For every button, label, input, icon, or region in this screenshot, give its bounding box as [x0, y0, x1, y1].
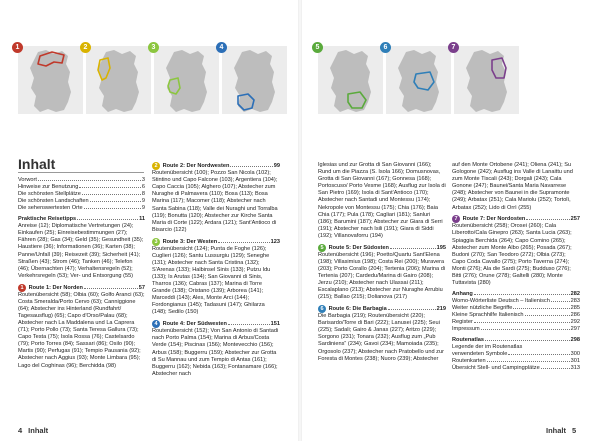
route3-text: Routenübersicht (124); Punta de Foghe (126); Cuglieri (126); Santu Lussurgiu (129); Seneghe (131); Abstecher nach Santa Cristina (132); S'Arenas (133); Halbinsel Sinis (133); Putzu Idu (133); Is Arutas (134); San Giovanni di Sinis, Tharros (136); Cabras (137); Marina di Torre Grande (138); Oristano (139); Arborea (141); Marceddi (143); Ales, Monte Arci (144); Fordongianus (145); Tadasuni (147); Ghilarza (148); Sedilo (150): [152, 245, 271, 316]
page-gutter: [298, 0, 302, 441]
footer-right-label: Inhalt: [546, 426, 566, 435]
route2-section: [152, 162, 280, 234]
route4-section: [152, 320, 280, 378]
route-map-thumbnail: [315, 44, 383, 114]
route4-text-continued: Iglesias und zur Grotta di San Giovanni (166); Rund um die Piazza (S. Isola 166); Domusnovas, Grotta di San Giovanni (167); Gonnesa (168); Portoscuso/ Porto Vesme (168); Ausflug zur Isola di San Pietro (169); Isola di Sant'Antioco (170); Abstecher nach Santadi und Montessu (174); Nekropole von Montessu (175); Chia (176); Baia Chia (177); Pula (178); Cagliari (181); Sanluri (186); Barumini (187); Abstecher zur Giara di Serri (191); Abstecher nach Isili (191); Giara di Siddi (192); Villanovaforru (194): [318, 162, 446, 239]
toc-column-2: [152, 162, 280, 382]
toc-entry[interactable]: verwendeten Symbole 300: [452, 351, 580, 358]
toc-entry[interactable]: Übersicht Stell- und Campingplätze 313: [452, 365, 580, 372]
footer-left-label: Inhalt: [28, 426, 49, 435]
route-map-thumbnail: [83, 44, 151, 114]
island-outline: [30, 50, 71, 112]
toc-column-4: [452, 162, 580, 376]
route4-continued: [318, 162, 446, 240]
toc-column-3: [318, 162, 446, 366]
toc-entry[interactable]: Womo-Wörterliste Deutsch – Italienisch 283: [452, 297, 580, 304]
route-map-thumbnail: [151, 44, 219, 114]
route-1-badge-icon: 1: [18, 284, 26, 292]
route5-text: Routenübersicht (196); Poetto/Quartu Sant'Elena (198); Villasimius (198); Costa Rei (200); Muravera (203); Porto Corallo (204); Tertenia (206); Marina di Tertenia (207); Cardedu/Marina di Gairo (208); Jerzu (210); Abstecher nach Ulassai (211); Escalaplano (213); Abstecher zur Nuraghe Arrubiu (215); Ballao (215); Dolianova (217): [318, 251, 446, 301]
sardinia-map-icon: [318, 46, 383, 114]
route-map-thumbnail: [219, 44, 287, 114]
route3-section: [152, 238, 280, 317]
praktische-heading[interactable]: Praktische Reisetipps 11: [18, 216, 145, 223]
island-outline: [466, 50, 507, 112]
route-7-badge-icon: 7: [452, 215, 460, 223]
routenatlas-section: [452, 337, 580, 372]
route-number-badge: 2: [80, 42, 91, 53]
toc-entry[interactable]: Die schönsten Stellplätze 8: [18, 191, 145, 198]
route6-text-continued: auf den Monte Ortobene (241); Oliena (241); Su Gologone (242); Ausflug ins Valle di Lanaittu und zum Monte Tiscali (243); Dorgali (243); Cala Gonone (247); Baunei/Santa Maria Navarrese (248); Abstecher von Baunei in die Supramonte (249); Arbatax (251); Cala Mariolu (252); Tortolì, Arbatax (252); Lido di Orrì (255): [452, 162, 573, 211]
island-outline: [166, 50, 207, 112]
island-outline: [234, 50, 275, 112]
route6-section: [318, 305, 446, 363]
route-number-badge: 4: [216, 42, 227, 53]
toc-entry[interactable]: Die schönsten Landschaften 9: [18, 198, 145, 205]
route1-heading[interactable]: 1 Route 1: Der Norden 57: [18, 284, 145, 292]
sardinia-map-icon: [454, 46, 519, 114]
route-4-badge-icon: 4: [152, 320, 160, 328]
sardinia-map-icon: [86, 46, 151, 114]
route5-heading[interactable]: 5 Route 5: Der Südosten 195: [318, 244, 446, 252]
route7-section: [452, 215, 580, 287]
route1-text: Routenübersicht (58); Olbia (60); Golfo Aranci (63); Costa Smeralda/Porto Cervo (63); Canniggione (64); Abstecher ins Hinterland (Rundfahrt/ Tagesausflug) (65); Capo d'Orso/Palau (68); Abstecher nach La Maddalena und La Caprera (71); Porto Pollo (73); Santa Teresa Gallura (73); Capo Testa (75); Isola Rossa (76); Castelsardo (79); Porto Torres (84); Sassari (86); Osilo (90); Martis (90); Perfugas (91); Tempio Pausania (92); Abstecher nach Aggius (93); Monte Limbara (95); Lago del Coghinas (96); Berchidda (98): [18, 291, 145, 369]
route-map-thumbnail: [383, 44, 451, 114]
toc-entry[interactable]: Register 292: [452, 319, 580, 326]
title-rule: [18, 172, 144, 173]
front-matter-list: [18, 177, 145, 212]
anhang-section: [452, 291, 580, 334]
toc-entry[interactable]: Impressum 297: [452, 326, 580, 333]
toc-entry[interactable]: Routenkarten 301: [452, 358, 580, 365]
route-number-badge: 1: [12, 42, 23, 53]
sardinia-map-icon: [18, 46, 83, 114]
route-number-badge: 3: [148, 42, 159, 53]
praktische-section: [18, 216, 145, 280]
page-number-left: 4: [18, 426, 23, 435]
route-map-thumbnail: [15, 44, 83, 114]
toc-entry[interactable]: Anhang 282: [452, 290, 580, 297]
route5-section: [318, 244, 446, 302]
route-6-badge-icon: 6: [318, 305, 326, 313]
toc-entry[interactable]: Vorwort 3: [18, 177, 145, 183]
toc-entry[interactable]: Weiter nützliche Begriffe 285: [452, 304, 580, 311]
toc-entry[interactable]: Routenatlas 298: [452, 336, 580, 343]
legende-line-1: Legende der im Routenatlas: [452, 344, 523, 351]
route-number-badge: 7: [448, 42, 459, 53]
route-3-badge-icon: 3: [152, 238, 160, 246]
route-2-badge-icon: 2: [152, 162, 160, 170]
toc-column-1: [18, 177, 145, 373]
route-map-thumbnail: [451, 44, 519, 114]
route1-section: [18, 284, 145, 370]
sardinia-map-icon: [222, 46, 287, 114]
route6-heading[interactable]: 6 Route 6: Die Barbagia 219: [318, 305, 446, 313]
route4-text: Routenübersicht (152); Von San Antonio di Santadi nach Porto Palma (154); Marina di Arbus/Costa Verde (154); Piscinas (156); Montevecchio (156); Arbus (158); Buggerru (159); Abstecher zur Grotta di Su Mannau und zum Tempio di Antas (161); Buggerru (162); Nebida (163); Fontanamare (166); Abstecher nach: [152, 328, 279, 377]
page-number-right: 5: [572, 426, 577, 435]
route7-text: Routenübersicht (258); Orosei (260); Cala Liberotto/Cala Ginepro (263); Santa Lucia (263); Spiaggia Berchida (264); Capo Comino (265); Abstecher zum Monte Albo (265); Posada (267); Budoni (270); San Teodoro (272); Olbia (273); Capo Coda Cavallo (275); Porto Taverna (274); Monti (276); Ala die Sardi (275); Budduso (276); Bitti (276); Orune (278); Galtelli (280); Monte Tuttavista (280): [452, 223, 572, 287]
sardinia-map-icon: [386, 46, 451, 114]
footer-right: [546, 426, 576, 435]
toc-title: Inhalt: [18, 156, 56, 172]
sardinia-map-icon: [154, 46, 219, 114]
route4-heading[interactable]: 4 Route 4: Der Südwesten 151: [152, 320, 280, 328]
route-5-badge-icon: 5: [318, 244, 326, 252]
praktische-text: Anreise (12); Diplomatische Vertretungen (24); Einkaufen (25); Einreisebestimmungen (27); Fähren (28); Gas (34); Geld (35); Gesundheit (35); Haustiere (36); Informationen (36); Karten (38); Panne/Unfall (39); Reisezeit (39); Sicherheit (41); Straßen (43); Strom (46); Tanken (46); Telefon (46); Übernachten (47); Verhaltensregeln (52); Verkehrsregeln (53); Ver- und Entsorgung (55): [18, 223, 144, 279]
route6-continued: [452, 162, 580, 212]
route3-heading[interactable]: 3 Route 3: Der Westen 123: [152, 238, 280, 246]
footer-left: [18, 426, 48, 435]
route-number-badge: 6: [380, 42, 391, 53]
route7-heading[interactable]: 7 Route 7: Der Nordosten 257: [452, 215, 580, 223]
toc-entry[interactable]: Die sehenswertesten Orte 9: [18, 205, 145, 212]
toc-entry[interactable]: Kleine Sprachhilfe Italienisch 286: [452, 312, 580, 319]
route6-text: Die Barbagia (219); Routenübersicht (220); Barisardo/Torre di Bari (222); Lanusei (225); Seui (225); Sadali; Gairo & Janas (227); Aritzo (229); Sorgono (231); Tonara (232); Ausflug zum „Pub Sardiniens“ (234); Gavoi (234); Mamoiada (235); Orgosolo (237); Abstecher nach Pratobello und zur Foresta di Montes (238); Nuoro (239); Abstecher: [318, 313, 444, 362]
toc-entry[interactable]: Hinweise zur Benutzung 6: [18, 184, 145, 191]
route-number-badge: 5: [312, 42, 323, 53]
route2-heading[interactable]: 2 Route 2: Der Nordwesten 99: [152, 162, 280, 170]
route2-text: Routenübersicht (100); Pozzo San Nicola (102); Stintino und Capo Falcone (103); Argentiera (104); Capo Caccia (105); Alghero (107); Abstecher zum Nuraghe di Palmavera (110); Bosa (113); Bosa Marina (117); Macomer (118); Abstecher nach Santa Sabina (118); Valle dei Nuraghi und Torralba (119); Bonutta (120); Abstecher zur Kirche Santa Maria di Corte (122); Ardara (121); Sant'Antioco di Bisarcio (122): [152, 170, 278, 233]
